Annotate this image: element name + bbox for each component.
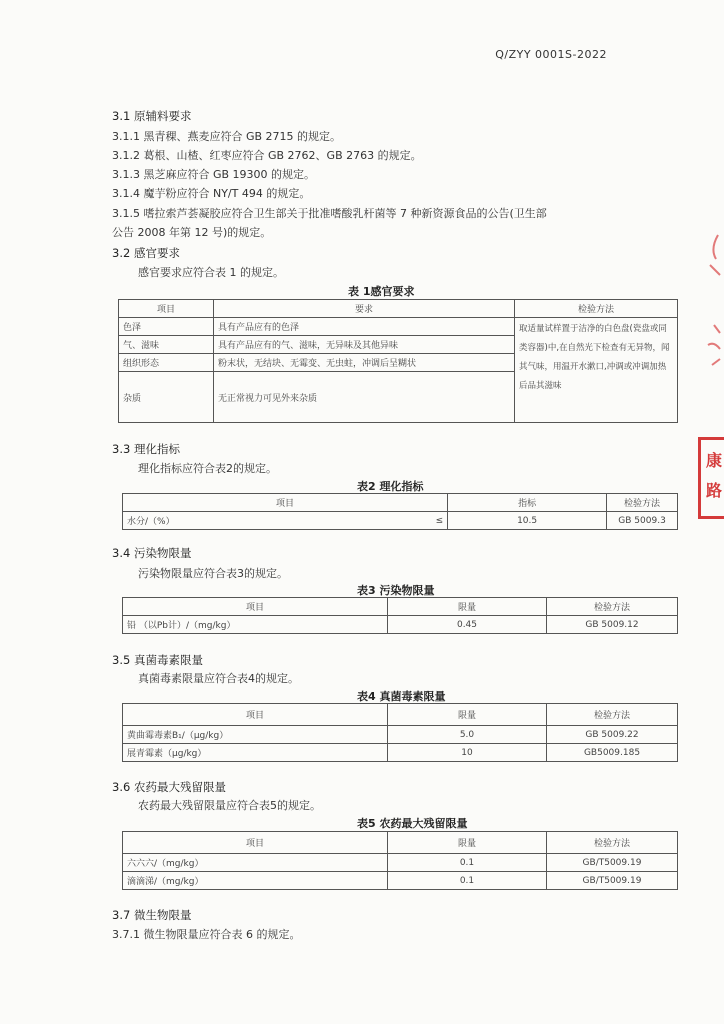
cell-method: GB 5009.3: [607, 512, 678, 530]
table-1: [118, 299, 678, 423]
col-header-item: 项目: [123, 832, 388, 854]
table-4-caption: 表4 真菌毒素限量: [357, 690, 446, 703]
cell-requirement: 无正常视力可见外来杂质: [214, 372, 515, 423]
table-header-row: [123, 704, 678, 726]
section-3-6-text: 农药最大残留限量应符合表5的规定。: [138, 799, 321, 812]
clause-3-1-4: 3.1.4 魔芋粉应符合 NY/T 494 的规定。: [112, 187, 311, 200]
clause-3-7-1: 3.7.1 微生物限量应符合表 6 的规定。: [112, 928, 301, 941]
cell-limit: 0.45: [388, 616, 547, 634]
col-header-method: 检验方法: [547, 598, 678, 616]
section-3-4-heading: 3.4 污染物限量: [112, 546, 192, 560]
table-row: [123, 854, 678, 872]
cell-item: 气、滋味: [119, 336, 214, 354]
clause-3-1-5-cont: 公告 2008 年第 12 号)的规定。: [112, 226, 272, 239]
table-header-row: [123, 494, 678, 512]
table-3: [122, 597, 678, 634]
section-3-5-heading: 3.5 真菌毒素限量: [112, 653, 203, 667]
col-header-item: 项目: [123, 494, 448, 512]
cell-limit: 5.0: [388, 726, 547, 744]
seal-stamp-char: 康: [706, 451, 723, 470]
clause-3-1-2: 3.1.2 葛根、山楂、红枣应符合 GB 2762、GB 2763 的规定。: [112, 149, 422, 162]
col-header-requirement: 要求: [214, 300, 515, 318]
cell-item: 黄曲霉毒素B₁/（μg/kg）: [123, 726, 388, 744]
cell-limit: 0.1: [388, 854, 547, 872]
cell-item: 展青霉素（μg/kg）: [123, 744, 388, 762]
section-3-5-text: 真菌毒素限量应符合表4的规定。: [138, 672, 299, 685]
seal-stamp-char: 路: [706, 481, 723, 500]
cell-method: GB/T5009.19: [547, 872, 678, 890]
col-header-limit: 限量: [388, 832, 547, 854]
section-3-3-text: 理化指标应符合表2的规定。: [138, 462, 277, 475]
section-3-4-text: 污染物限量应符合表3的规定。: [138, 567, 288, 580]
cell-method: GB/T5009.19: [547, 854, 678, 872]
col-header-method: 检验方法: [607, 494, 678, 512]
cell-item: 铅 （以Pb计）/（mg/kg）: [123, 616, 388, 634]
section-3-1-heading: 3.1 原辅料要求: [112, 109, 192, 123]
cell-method: GB5009.185: [547, 744, 678, 762]
document-id: Q/ZYY 0001S-2022: [495, 48, 607, 61]
col-header-limit: 限量: [388, 704, 547, 726]
cell-requirement: 具有产品应有的色泽: [214, 318, 515, 336]
cell-limit: 0.1: [388, 872, 547, 890]
cell-method: 取适量试样置于洁净的白色盘(瓷盘或同类容器)中,在自然光下检查有无异物，闻其气味，用温开水漱口,冲调或冲调加热后品其滋味: [515, 318, 678, 423]
table-row: [123, 744, 678, 762]
cell-operator: ≤: [419, 512, 448, 530]
cell-requirement: 具有产品应有的气、滋味，无异味及其他异味: [214, 336, 515, 354]
cell-limit: 10: [388, 744, 547, 762]
seal-stamp-mark: [700, 225, 724, 385]
cell-method: GB 5009.22: [547, 726, 678, 744]
cell-item: 组织形态: [119, 354, 214, 372]
cell-item: 滴滴涕/（mg/kg）: [123, 872, 388, 890]
table-4: [122, 703, 678, 762]
col-header-index: 指标: [448, 494, 607, 512]
table-row: [119, 318, 678, 336]
col-header-item: 项目: [123, 704, 388, 726]
section-3-2-heading: 3.2 感官要求: [112, 246, 180, 260]
cell-item: 色泽: [119, 318, 214, 336]
clause-3-1-1: 3.1.1 黑青稞、燕麦应符合 GB 2715 的规定。: [112, 130, 342, 143]
table-row: [123, 872, 678, 890]
clause-3-1-5: 3.1.5 嗜拉索芦荟凝胶应符合卫生部关于批准嗜酸乳杆菌等 7 种新资源食品的公告(卫生部: [112, 207, 547, 220]
section-3-7-heading: 3.7 微生物限量: [112, 908, 192, 922]
table-header-row: [123, 598, 678, 616]
col-header-item: 项目: [119, 300, 214, 318]
cell-item: 六六六/（mg/kg）: [123, 854, 388, 872]
table-2: [122, 493, 678, 530]
table-2-caption: 表2 理化指标: [357, 480, 424, 493]
clause-3-1-3: 3.1.3 黑芝麻应符合 GB 19300 的规定。: [112, 168, 316, 181]
col-header-method: 检验方法: [547, 704, 678, 726]
col-header-item: 项目: [123, 598, 388, 616]
table-1-caption: 表 1感官要求: [348, 285, 415, 298]
table-5-caption: 表5 农药最大残留限量: [357, 817, 468, 830]
col-header-limit: 限量: [388, 598, 547, 616]
table-row: [123, 616, 678, 634]
table-3-caption: 表3 污染物限量: [357, 584, 435, 597]
table-row: [123, 512, 678, 530]
table-5: [122, 831, 678, 890]
section-3-3-heading: 3.3 理化指标: [112, 442, 180, 456]
cell-index: 10.5: [448, 512, 607, 530]
cell-item: 水分/（%）: [123, 512, 420, 530]
cell-method: GB 5009.12: [547, 616, 678, 634]
col-header-method: 检验方法: [547, 832, 678, 854]
table-row: [123, 726, 678, 744]
table-header-row: [119, 300, 678, 318]
cell-item: 杂质: [119, 372, 214, 423]
section-3-6-heading: 3.6 农药最大残留限量: [112, 780, 226, 794]
cell-requirement: 粉末状，无结块、无霉变、无虫蛀，冲调后呈糊状: [214, 354, 515, 372]
table-header-row: [123, 832, 678, 854]
col-header-method: 检验方法: [515, 300, 678, 318]
section-3-2-text: 感官要求应符合表 1 的规定。: [138, 266, 284, 279]
